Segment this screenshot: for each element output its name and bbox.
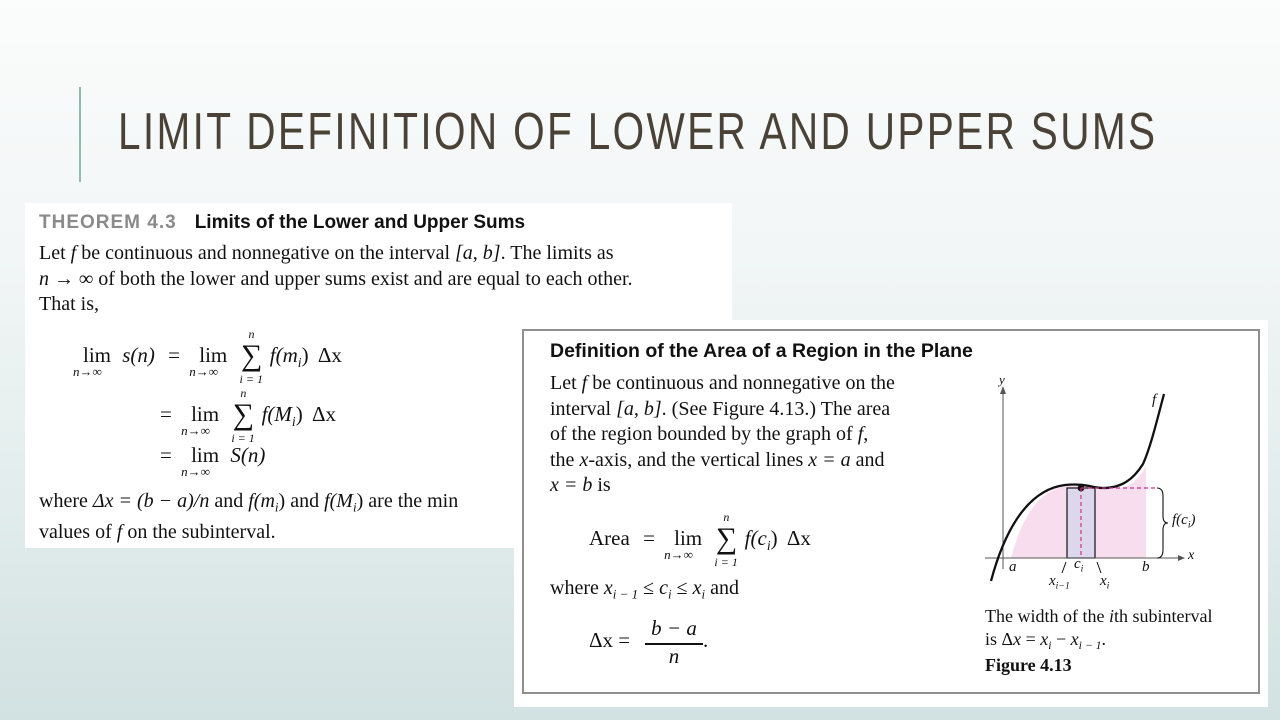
sigma-operator: ∑ n i = 1 <box>239 327 263 386</box>
ci-label: $c_i$ <box>1074 556 1084 575</box>
theorem-let: Let <box>39 242 71 264</box>
theorem-where-clause: where Δx = (b − a)/n and $f(m_i)$ and $f(M_i)$ are the min values of f on the subinterval. <box>39 490 459 544</box>
delta-definition: Δx = (b − a)/n <box>92 490 210 512</box>
equals-sign: = <box>160 443 172 467</box>
definition-where-line: where $x_{i - 1} \le c_i \le x_i$ and <box>550 577 740 602</box>
equation-lower-sum-limit: lim n→∞ s(n) = lim n→∞ ∑ n i = 1 $f(m_i)$ Δx <box>73 327 342 386</box>
theorem-rest: of both the lower and upper sums exist and are equal to each other. <box>93 267 633 290</box>
x-prev-label: $x_{i-1}$ <box>1049 573 1070 592</box>
title-accent-bar <box>79 87 81 182</box>
theorem-end: . The limits as <box>500 242 614 264</box>
y-axis-label: y <box>999 372 1005 387</box>
delta-x: Δx <box>317 343 342 367</box>
figure-labels <box>981 368 1241 600</box>
equals-sign: = <box>168 343 181 367</box>
equals-sign: = <box>160 402 172 426</box>
theorem-n-to-inf: n → ∞ <box>39 267 94 290</box>
fraction-numerator: b − a <box>651 616 697 640</box>
slide-title: LIMIT DEFINITION OF LOWER AND UPPER SUMS <box>118 103 1158 161</box>
theorem-mid: be continuous and nonnegative on the interval <box>76 242 456 264</box>
lim-operator: lim n→∞ <box>664 526 703 562</box>
delta-x: Δx <box>311 402 336 426</box>
s-of-n: s(n) <box>122 343 155 367</box>
f-ci-label: $f(c_i)$ <box>1172 512 1196 531</box>
equation-upper-sum-sigma: = lim n→∞ ∑ n i = 1 $f(M_i)$ Δx <box>160 386 336 445</box>
x-axis-label: x <box>1188 548 1195 563</box>
f-of-m: f(m <box>269 343 298 367</box>
lim-operator: lim n→∞ <box>189 343 228 379</box>
definition-heading: Definition of the Area of a Region in the Plane <box>550 340 973 362</box>
theorem-name: Limits of the Lower and Upper Sums <box>194 212 526 233</box>
x-i-label: $x_i$ <box>1100 573 1110 592</box>
figure-caption: The width of the ith subinterval is $\Delta x = x_i - x_{i - 1}$. <box>985 606 1213 653</box>
theorem-f: f <box>70 242 77 264</box>
theorem-statement <box>39 241 699 318</box>
equation-upper-sum-limit <box>160 443 266 479</box>
fraction-denominator: n <box>668 644 680 668</box>
b-label: b <box>1142 559 1150 575</box>
lim-operator: lim n→∞ <box>181 443 220 479</box>
lim-operator: lim n→∞ <box>73 343 111 379</box>
theorem-that-is: That is, <box>39 293 99 315</box>
theorem-number: THEOREM 4.3 <box>39 212 177 233</box>
area-label: Area <box>589 526 630 550</box>
figure-label: Figure 4.13 <box>985 655 1072 675</box>
theorem-interval: [a, b] <box>455 242 501 264</box>
lim-operator: lim n→∞ <box>181 402 220 438</box>
theorem-heading <box>39 212 525 234</box>
f-of-M: f(M <box>261 402 292 426</box>
sigma-operator: ∑ n i = 1 <box>714 510 738 569</box>
definition-panel: Definition of the Area of a Region in the Plane Let f be continuous and nonnegative on the interval [a, b]. (See Figure 4.13.) The area of the region bounded by the graph of f, the x-axis, and the vertical lines x = a and x = b is Area = lim n→∞ ∑ n i = 1 $f(c_i)$ Δx where $x_{i - 1} \le c_i \le x_i$ and Δx = b − a n . y x f $f(c_i)$ a b $c_i$ $x_{i-1}$ $x_i$ The width of the ith subinterval is $\Delta x = x_i - x_{i - 1}$. Figure 4.13 <box>514 320 1268 707</box>
a-label: a <box>1009 559 1017 575</box>
sigma-operator: ∑ n i = 1 <box>231 386 255 445</box>
S-of-n: S(n) <box>230 443 266 467</box>
definition-statement: Let f be continuous and nonnegative on the interval [a, b]. (See Figure 4.13.) The area of the region bounded by the graph of f, the x-axis, and the vertical lines x = a and x = b is <box>550 372 895 496</box>
f-label: f <box>1152 392 1157 408</box>
area-equation: Area = lim n→∞ ∑ n i = 1 $f(c_i)$ Δx <box>589 510 811 569</box>
